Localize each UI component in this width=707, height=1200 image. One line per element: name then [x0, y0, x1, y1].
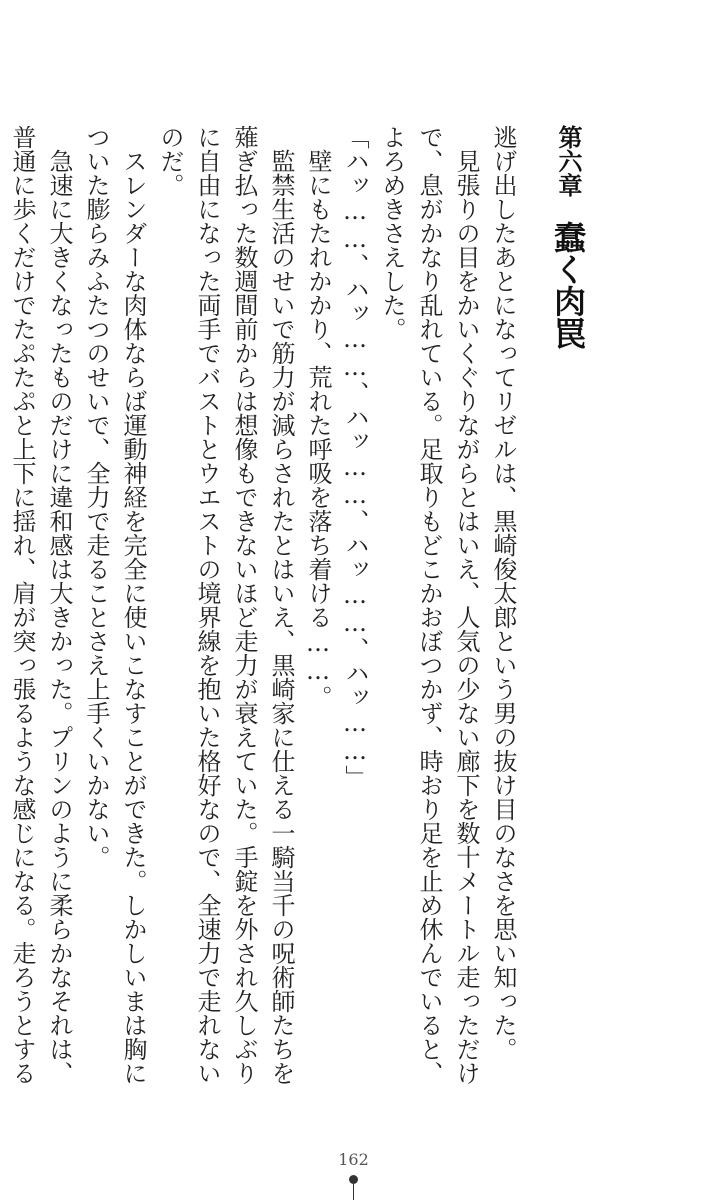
body-line: ついた膨らみふたつのせいで、全力で走ることさえ上手くいかない。 — [82, 125, 110, 869]
body-line: に自由になった両手でバストとウエストの境界線を抱いた格好なので、全速力で走れない — [193, 125, 221, 1085]
body-line: スレンダーな肉体ならば運動神経を完全に使いこなすことができた。しかしいまは胸に — [119, 149, 147, 1085]
text-block — [8, 125, 588, 1085]
body-line: 壁にもたれかかり、荒れた呼吸を落ち着ける……。 — [304, 149, 332, 709]
body-line: で、息がかなり乱れている。足取りもどこかおぼつかず、時おり足を止め休んでいると、 — [415, 125, 443, 1085]
chapter-title: 蠢く肉罠 — [549, 221, 587, 349]
body-line: 監禁生活のせいで筋力が減らされたとはいえ、黒崎家に仕える一騎当千の呪術師たちを — [267, 149, 295, 1085]
page-marker-dot — [349, 1175, 358, 1184]
body-line: 「ハッ……、ハッ……、ハッ……、ハッ……、ハッ……」 — [341, 125, 369, 789]
body-line: 急速に大きくなったものだけに違和感は大きかった。プリンのように柔らかなそれは、 — [45, 149, 73, 1085]
body-line: 逃げ出したあとになってリゼルは、黒崎俊太郎という男の抜け目のなさを思い知った。 — [489, 125, 517, 1061]
chapter-label: 第六章 — [554, 125, 582, 197]
body-columns — [8, 125, 588, 1085]
body-line: 見張りの目をかいくぐりながらとはいえ、人気の少ない廊下を数十メートル走っただけ — [452, 149, 480, 1085]
body-line: 普通に歩くだけでたぷたぷと上下に揺れ、肩が突っ張るような感じになる。走ろうとする — [8, 125, 36, 1085]
page-marker-line — [353, 1184, 354, 1200]
body-line: のだ。 — [156, 125, 184, 197]
page-number: 162 — [338, 1150, 369, 1169]
body-line: よろめきさえした。 — [378, 125, 406, 341]
body-line: 薙ぎ払った数週間前からは想像もできないほど走力が衰えていた。手錠を外され久しぶり — [230, 125, 258, 1085]
